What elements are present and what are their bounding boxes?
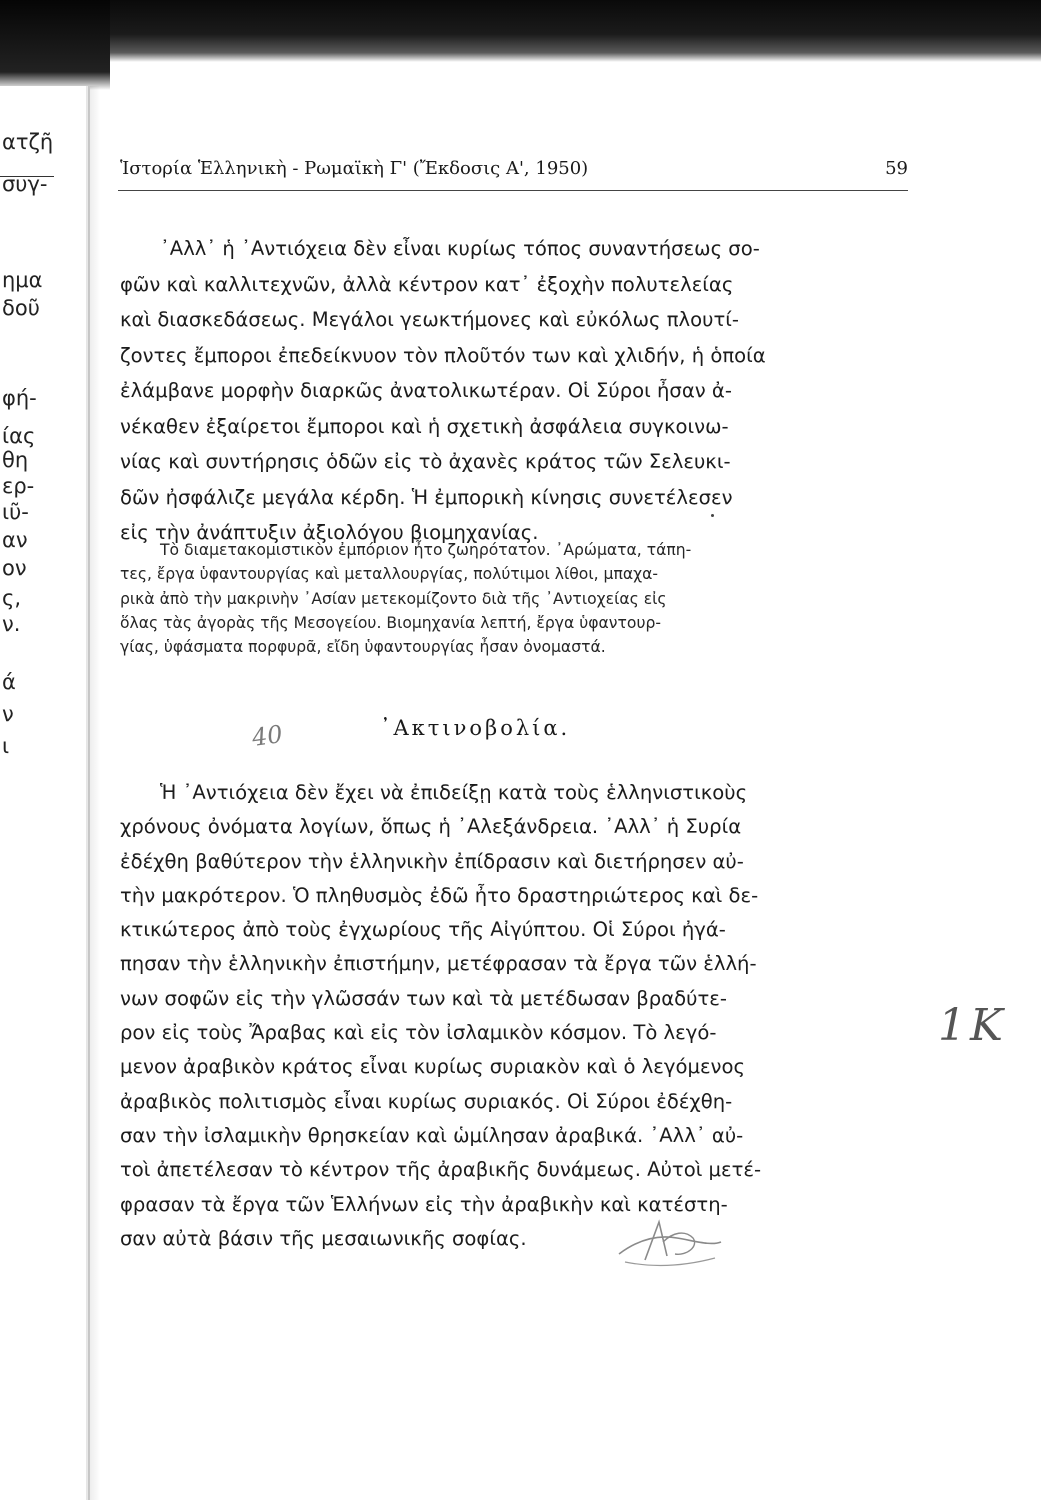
facing-page-fragment: φή- <box>2 386 37 410</box>
facing-page-fragment: ίας <box>2 424 36 448</box>
book-spine-shadow <box>86 86 100 1500</box>
handwritten-margin-number: 40 <box>250 720 285 752</box>
text-line: σαν αὐτὰ βάσιν τῆς μεσαιωνικῆς σοφίας. <box>120 1226 527 1250</box>
facing-page-fragment: αν <box>2 528 28 552</box>
section-heading: ᾿Ακτινοβολία. <box>380 716 571 740</box>
text-line: κτικώτερος ἀπὸ τοὺς ἐγχωρίους τῆς Αἰγύπτου. Οἱ Σύροι ἠγά- <box>120 918 726 942</box>
text-line: χρόνους ὀνόματα λογίων, ὅπως ἡ ᾿Αλεξάνδρεια. ᾿Αλλ᾿ ἡ Συρία <box>120 815 742 839</box>
facing-page-fragment: ι <box>2 734 10 758</box>
paragraph-radiance <box>120 776 910 1256</box>
scan-shadow-top <box>0 0 1041 62</box>
text-line: φρασαν τὰ ἔργα τῶν Ἑλλήνων εἰς τὴν ἀραβικὴν καὶ κατέστη- <box>120 1192 728 1216</box>
facing-page-fragment: ιῦ- <box>2 500 29 524</box>
text-line: πησαν τὴν ἑλληνικὴν ἐπιστήμην, μετέφρασαν τὰ ἔργα τῶν ἑλλή- <box>120 952 757 976</box>
facing-page-fragment: ερ- <box>2 474 35 498</box>
text-line: ἀραβικὸς πολιτισμὸς εἶναι κυρίως συριακός. Οἱ Σύροι ἐδέχθη- <box>120 1089 733 1113</box>
text-line: Ἡ ᾿Αντιόχεια δὲν ἔχει νὰ ἐπιδείξῃ κατὰ τοὺς ἑλληνιστικοὺς <box>160 781 748 804</box>
text-line: ὅλας τὰς ἀγορὰς τῆς Μεσογείου. Βιομηχανία λεπτή, ἔργα ὑφαντουρ- <box>120 613 661 632</box>
text-line: Τὸ διαμετακομιστικὸν ἐμπόριον ἦτο ζωηρότατον. ᾿Αρώματα, τάπη- <box>160 541 692 559</box>
facing-page-fragment: ς, <box>2 586 22 610</box>
handwritten-margin-mark: 1K <box>938 1000 1007 1051</box>
scan-shadow-corner <box>0 0 110 90</box>
text-line: ἐδέχθη βαθύτερον τὴν ἑλληνικὴν ἐπίδρασιν καὶ διετήρησεν αὐ- <box>120 849 744 873</box>
facing-page-fragment: ον <box>2 556 27 580</box>
handwritten-signature <box>615 1212 725 1272</box>
text-line: τὴν μακρότερον. Ὁ πληθυσμὸς ἐδῶ ἦτο δραστηριώτερος καὶ δε- <box>120 883 759 907</box>
text-line: μενον ἀραβικὸν κράτος εἶναι κυρίως συριακὸν καὶ ὁ λεγόμενος <box>120 1055 745 1079</box>
text-line: φῶν καὶ καλλιτεχνῶν, ἀλλὰ κέντρον κατ᾿ ἐξοχὴν πολυτελείας <box>120 272 734 296</box>
facing-page-fragment: ν <box>2 702 14 726</box>
text-line: ᾿Αλλ᾿ ἡ ᾿Αντιόχεια δὲν εἶναι κυρίως τόπος συναντήσεως σο- <box>160 237 760 260</box>
page-number: 59 <box>885 158 908 179</box>
facing-page-fragment: ατζῆ <box>2 130 54 154</box>
facing-page-fragment: δοῦ <box>2 296 40 320</box>
facing-page-fragment: θη <box>2 448 29 472</box>
facing-page-fragment: ημα <box>2 268 43 292</box>
header-rule <box>118 190 908 191</box>
facing-page-fragment: ν. <box>2 612 21 636</box>
running-title: Ἱστορία Ἑλληνικὴ - Ρωμαϊκὴ Γ' (Ἔκδοσις Α', 1950) <box>120 158 589 179</box>
text-line: νίας καὶ συντήρησις ὁδῶν εἰς τὸ ἀχανὲς κράτος τῶν Σελευκι- <box>120 450 731 473</box>
text-line: ζοντες ἔμποροι ἐπεδείκνυον τὸν πλοῦτόν των καὶ χλιδήν, ἡ ὁποία <box>120 343 766 367</box>
text-line: σαν τὴν ἰσλαμικὴν θρησκείαν καὶ ὡμίλησαν ἀραβικά. ᾿Αλλ᾿ αὐ- <box>120 1123 744 1147</box>
text-line: καὶ διασκεδάσεως. Μεγάλοι γεωκτήμονες καὶ εὐκόλως πλουτί- <box>120 308 739 331</box>
facing-page-fragment: ά <box>2 670 16 694</box>
facing-page-strip <box>0 86 90 1500</box>
text-line: νέκαθεν ἐξαίρετοι ἔμποροι καὶ ἡ σχετικὴ ἀσφάλεια συγκοινω- <box>120 414 729 438</box>
text-line: εἰς τὴν ἀνάπτυξιν ἀξιολόγου βιομηχανίας. <box>120 521 539 544</box>
paragraph-antioch-luxury <box>120 231 910 551</box>
text-line: ρον εἰς τοὺς Ἄραβας καὶ εἰς τὸν ἰσλαμικὸν κόσμον. Τὸ λεγό- <box>120 1021 717 1045</box>
ink-speck <box>711 514 714 517</box>
text-line: νων σοφῶν εἰς τὴν γλῶσσάν των καὶ τὰ μετέδωσαν βραδύτε- <box>120 986 727 1010</box>
paragraph-transit-trade-note <box>120 538 910 659</box>
text-line: ἐλάμβανε μορφὴν διαρκῶς ἀνατολικωτέραν. Οἱ Σύροι ἦσαν ἀ- <box>120 379 732 402</box>
text-line: τοὶ ἀπετέλεσαν τὸ κέντρον τῆς ἀραβικῆς δυνάμεως. Αὐτοὶ μετέ- <box>120 1158 762 1182</box>
facing-page-fragment: συγ- <box>2 172 48 196</box>
text-line: δῶν ἠσφάλιζε μεγάλα κέρδη. Ἡ ἐμπορικὴ κίνησις συνετέλεσεν <box>120 485 733 509</box>
text-line: τες, ἔργα ὑφαντουργίας καὶ μεταλλουργίας, πολύτιμοι λίθοι, μπαχα- <box>120 565 659 584</box>
text-line: ρικὰ ἀπὸ τὴν μακρινὴν ᾿Ασίαν μετεκομίζοντο διὰ τῆς ᾿Αντιοχείας εἰς <box>120 589 667 608</box>
text-line: γίας, ὑφάσματα πορφυρᾶ, εἴδη ὑφαντουργίας ἦσαν ὀνομαστά. <box>120 638 606 657</box>
